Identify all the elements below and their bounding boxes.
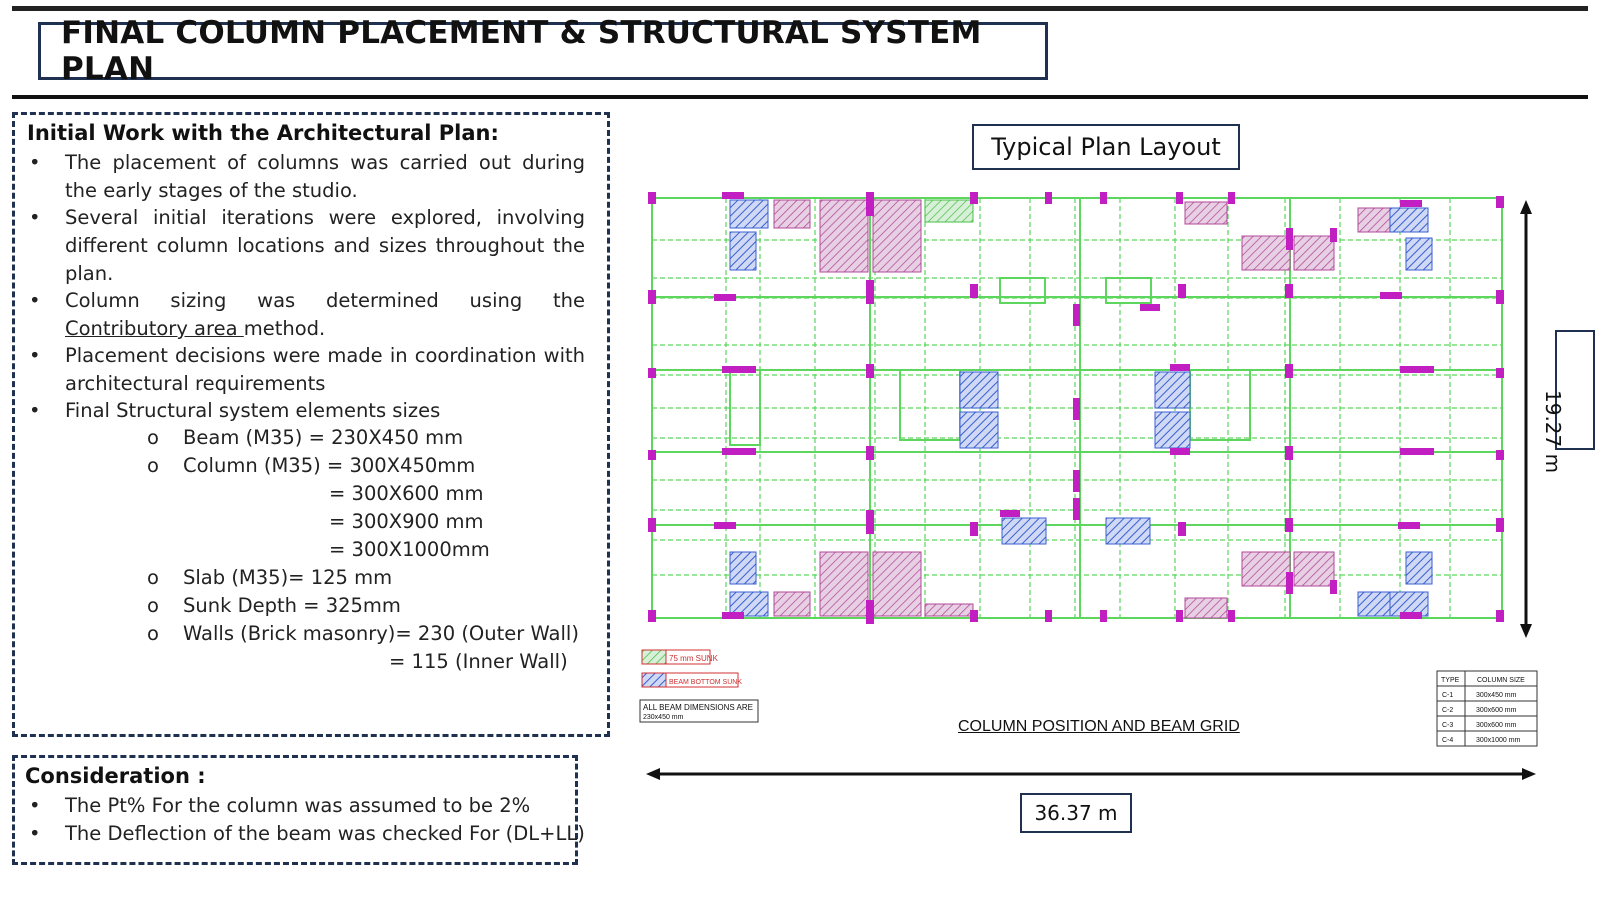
plan-label-box bbox=[972, 124, 1240, 170]
horizontal-dimension-box bbox=[1020, 793, 1132, 833]
circle-bullet-icon: o bbox=[147, 454, 159, 477]
size-text: Column (M35) = 300X450mm bbox=[183, 454, 476, 477]
consideration-box bbox=[12, 755, 585, 865]
bullet-icon: • bbox=[29, 344, 41, 367]
top-rule bbox=[12, 6, 1588, 11]
bullet-text-pre: Column sizing was determined using the bbox=[65, 289, 585, 312]
horizontal-dimension-arrow bbox=[646, 768, 1536, 780]
title-box bbox=[38, 15, 1048, 87]
bullet-text: The Deflection of the beam was checked For (DL+LL) bbox=[65, 822, 585, 845]
column-size-continuation: = 300X900 mm bbox=[329, 510, 484, 533]
column-size-table bbox=[1437, 671, 1537, 746]
table-cell: C-3 bbox=[1442, 722, 1454, 729]
size-text: Sunk Depth = 325mm bbox=[183, 594, 401, 617]
bullet-text: The Pt% For the column was assumed to be 2% bbox=[65, 794, 531, 817]
bullet-text: Several initial iterations were explored, involving different column locations and sizes throughout the plan. bbox=[65, 206, 585, 285]
table-cell: 300x450 mm bbox=[1476, 692, 1517, 699]
circle-bullet-icon: o bbox=[147, 426, 159, 449]
bullet-icon: • bbox=[29, 151, 41, 174]
legend-beam-bottom-label: BEAM BOTTOM SUNK bbox=[669, 679, 742, 686]
beam-dimension-note-line1: ALL BEAM DIMENSIONS ARE bbox=[643, 703, 753, 712]
bullet-text: Final Structural system elements sizes bbox=[65, 399, 441, 422]
wall-size-continuation: = 115 (Inner Wall) bbox=[389, 650, 568, 673]
bullet-text bbox=[65, 287, 585, 343]
bullet-icon: • bbox=[29, 289, 41, 312]
column-size-continuation: = 300X1000mm bbox=[329, 538, 490, 561]
table-cell: 300x1000 mm bbox=[1476, 737, 1521, 744]
bullet-text-post: method. bbox=[243, 317, 326, 340]
circle-bullet-icon: o bbox=[147, 622, 159, 645]
table-cell: C-2 bbox=[1442, 707, 1454, 714]
table-cell: C-1 bbox=[1442, 692, 1454, 699]
initial-work-heading: Initial Work with the Architectural Plan: bbox=[27, 121, 499, 145]
vertical-dimension-arrow bbox=[1520, 200, 1532, 638]
legend-sunk-swatch bbox=[642, 650, 666, 664]
beam-dimension-note-line2: 230x450 mm bbox=[643, 714, 684, 721]
size-text: Slab (M35)= 125 mm bbox=[183, 566, 393, 589]
circle-bullet-icon: o bbox=[147, 566, 159, 589]
bullet-icon: • bbox=[29, 399, 41, 422]
consideration-heading: Consideration : bbox=[25, 764, 206, 788]
bullet-icon: • bbox=[29, 206, 41, 229]
column-size-continuation: = 300X600 mm bbox=[329, 482, 484, 505]
table-header-size: COLUMN SIZE bbox=[1477, 677, 1525, 684]
initial-work-box bbox=[12, 112, 610, 737]
bullet-text: Placement decisions were made in coordination with architectural requirements bbox=[65, 344, 585, 395]
title-underline-rule bbox=[12, 95, 1588, 99]
plan-caption: COLUMN POSITION AND BEAM GRID bbox=[958, 718, 1240, 735]
table-cell: 300x600 mm bbox=[1476, 707, 1517, 714]
contributory-area-term: Contributory area bbox=[65, 317, 244, 340]
table-header-type: TYPE bbox=[1441, 677, 1460, 684]
structural-plan-drawing bbox=[630, 180, 1550, 744]
bullet-icon: • bbox=[29, 794, 41, 817]
size-text: Walls (Brick masonry)= 230 (Outer Wall) bbox=[183, 622, 579, 645]
table-cell: 300x600 mm bbox=[1476, 722, 1517, 729]
legend-sunk-label: 75 mm SUNK bbox=[669, 654, 718, 663]
vertical-dimension-label: 19.27 m bbox=[1541, 390, 1565, 474]
circle-bullet-icon: o bbox=[147, 594, 159, 617]
plan-label: Typical Plan Layout bbox=[991, 133, 1221, 161]
bullet-icon: • bbox=[29, 822, 41, 845]
legend-beam-bottom-swatch bbox=[642, 673, 666, 687]
page-title: FINAL COLUMN PLACEMENT & STRUCTURAL SYSTEM PLAN bbox=[61, 15, 982, 87]
size-text: Beam (M35) = 230X450 mm bbox=[183, 426, 464, 449]
table-cell: C-4 bbox=[1442, 737, 1454, 744]
bullet-text: The placement of columns was carried out during the early stages of the studio. bbox=[65, 151, 585, 202]
horizontal-dimension-label: 36.37 m bbox=[1034, 801, 1118, 825]
